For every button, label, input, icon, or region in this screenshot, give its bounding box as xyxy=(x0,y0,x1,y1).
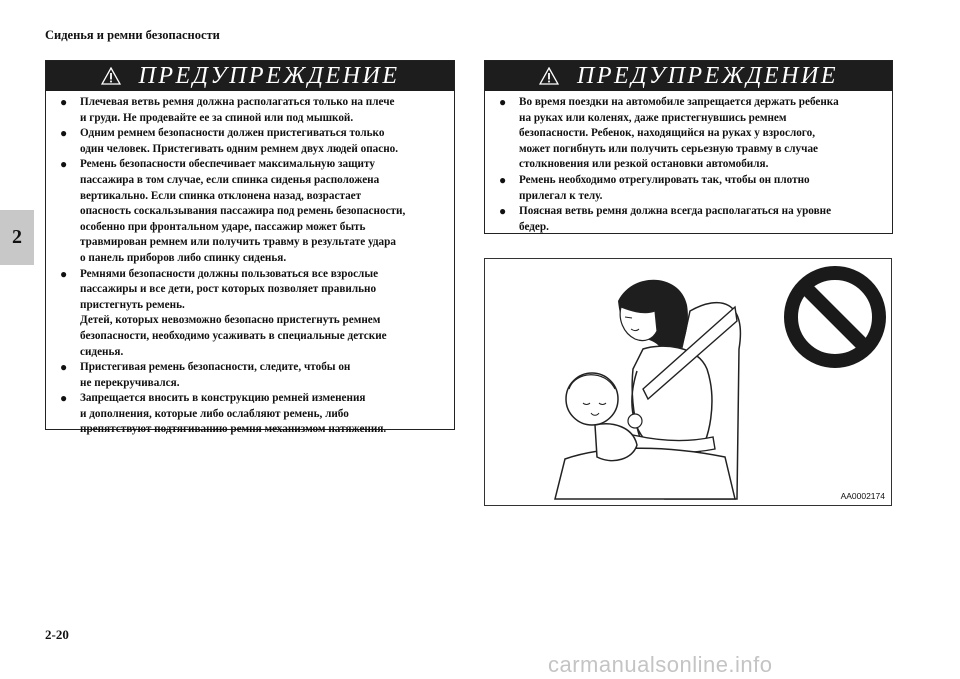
warning-text-line: Во время поездки на автомобиле запрещается держать ребенка xyxy=(519,96,839,108)
warning-text-line: о панель приборов либо спинку сиденья. xyxy=(80,251,287,264)
bullet-icon: ● xyxy=(60,95,68,109)
warning-text-line: столкновения или резкой остановки автомобиля. xyxy=(519,158,769,171)
bullet-icon: ● xyxy=(60,126,68,141)
warning-text-line: Ремень необходимо отрегулировать так, чтобы он плотно xyxy=(519,173,810,186)
bullet-icon: ● xyxy=(499,204,507,219)
warning-text-line: пассажиры и все дети, рост которых позволяет правильно xyxy=(80,283,377,296)
warning-text-line: и груди. Не продевайте ее за спиной или под мышкой. xyxy=(80,111,354,124)
warning-text-line: пассажира в том случае, если спинка сиденья расположена xyxy=(80,173,380,186)
warning-text-line: травмирован ремнем или получить травму в результате удара xyxy=(80,236,396,249)
warning-text-line: безопасности, необходимо усаживать в специальные детские xyxy=(80,329,387,342)
warning-triangle-icon xyxy=(539,67,559,85)
warning-header xyxy=(485,61,892,91)
warning-list xyxy=(46,91,454,438)
warning-text-line: вертикально. Если спинка отклонена назад, возрастает xyxy=(80,189,362,202)
warning-text-line: сиденья. xyxy=(80,345,124,358)
warning-title: ПРЕДУПРЕЖДЕНИЕ xyxy=(577,62,838,89)
page-header-title: Сиденья и ремни безопасности xyxy=(45,28,220,42)
warning-text-line: Запрещается вносить в конструкцию ремней изменения xyxy=(80,392,366,405)
warning-text-line: Плечевая ветвь ремня должна располагаться только на плече xyxy=(80,96,395,108)
warning-item xyxy=(58,267,444,361)
warning-box-left xyxy=(45,60,455,436)
warning-text-line: на руках или коленях, даже пристегнувшись ремнем xyxy=(519,111,787,124)
warning-text-line: не перекручивался. xyxy=(80,376,180,389)
warning-text-line: бедер. xyxy=(519,220,549,233)
warning-item xyxy=(58,157,444,266)
bullet-icon: ● xyxy=(60,157,68,172)
warning-item xyxy=(497,173,882,204)
prohibition-icon xyxy=(783,265,891,373)
warning-text-line: особенно при фронтальном ударе, пассажир может быть xyxy=(80,220,366,233)
bullet-icon: ● xyxy=(499,172,507,187)
warning-text-line: Пристегивая ремень безопасности, следите, чтобы он xyxy=(80,361,351,374)
bullet-icon: ● xyxy=(60,266,68,281)
warning-item xyxy=(58,95,444,126)
warning-item xyxy=(58,391,444,438)
bullet-icon: ● xyxy=(60,391,68,406)
warning-text-line: Детей, которых невозможно безопасно пристегнуть ремнем xyxy=(80,314,381,327)
warning-text-line: Поясная ветвь ремня должна всегда располагаться на уровне xyxy=(519,205,832,218)
warning-text-line: опасность соскальзывания пассажира под ремень безопасности, xyxy=(80,205,406,218)
page-number: 2-20 xyxy=(45,627,69,642)
warning-box-right xyxy=(484,60,893,234)
warning-text-line: Одним ремнем безопасности должен пристегиваться только xyxy=(80,127,385,140)
warning-title: ПРЕДУПРЕЖДЕНИЕ xyxy=(138,62,400,89)
watermark: carmanualsonline.info xyxy=(548,652,773,677)
warning-text-line: и дополнения, которые либо ослабляют ремень, либо xyxy=(80,407,349,420)
warning-text-line: пристегнуть ремень. xyxy=(80,298,185,311)
warning-text-line: Ремень безопасности обеспечивает максимальную защиту xyxy=(80,158,375,171)
chapter-tab: 2 xyxy=(0,210,34,265)
warning-text-line: может погибнуть или получить серьезную травму в случае xyxy=(519,142,819,155)
warning-item xyxy=(58,360,444,391)
bullet-icon: ● xyxy=(499,95,507,109)
illustration-code: AA0002174 xyxy=(840,491,885,501)
warning-item xyxy=(497,95,882,173)
warning-list xyxy=(485,91,892,235)
bullet-icon: ● xyxy=(60,360,68,375)
warning-item xyxy=(497,204,882,235)
warning-text-line: прилегал к телу. xyxy=(519,189,603,202)
warning-text-line: Ремнями безопасности должны пользоваться все взрослые xyxy=(80,267,379,280)
warning-text-line: препятствуют подтягиванию ремня механизмом натяжения. xyxy=(80,423,387,436)
warning-text-line: один человек. Пристегивать одним ремнем двух людей опасно. xyxy=(80,142,399,155)
warning-header xyxy=(46,61,454,91)
warning-text-line: безопасности. Ребенок, находящийся на руках у взрослого, xyxy=(519,127,816,140)
warning-triangle-icon xyxy=(101,67,121,85)
warning-item xyxy=(58,126,444,157)
illustration-panel xyxy=(484,258,892,506)
